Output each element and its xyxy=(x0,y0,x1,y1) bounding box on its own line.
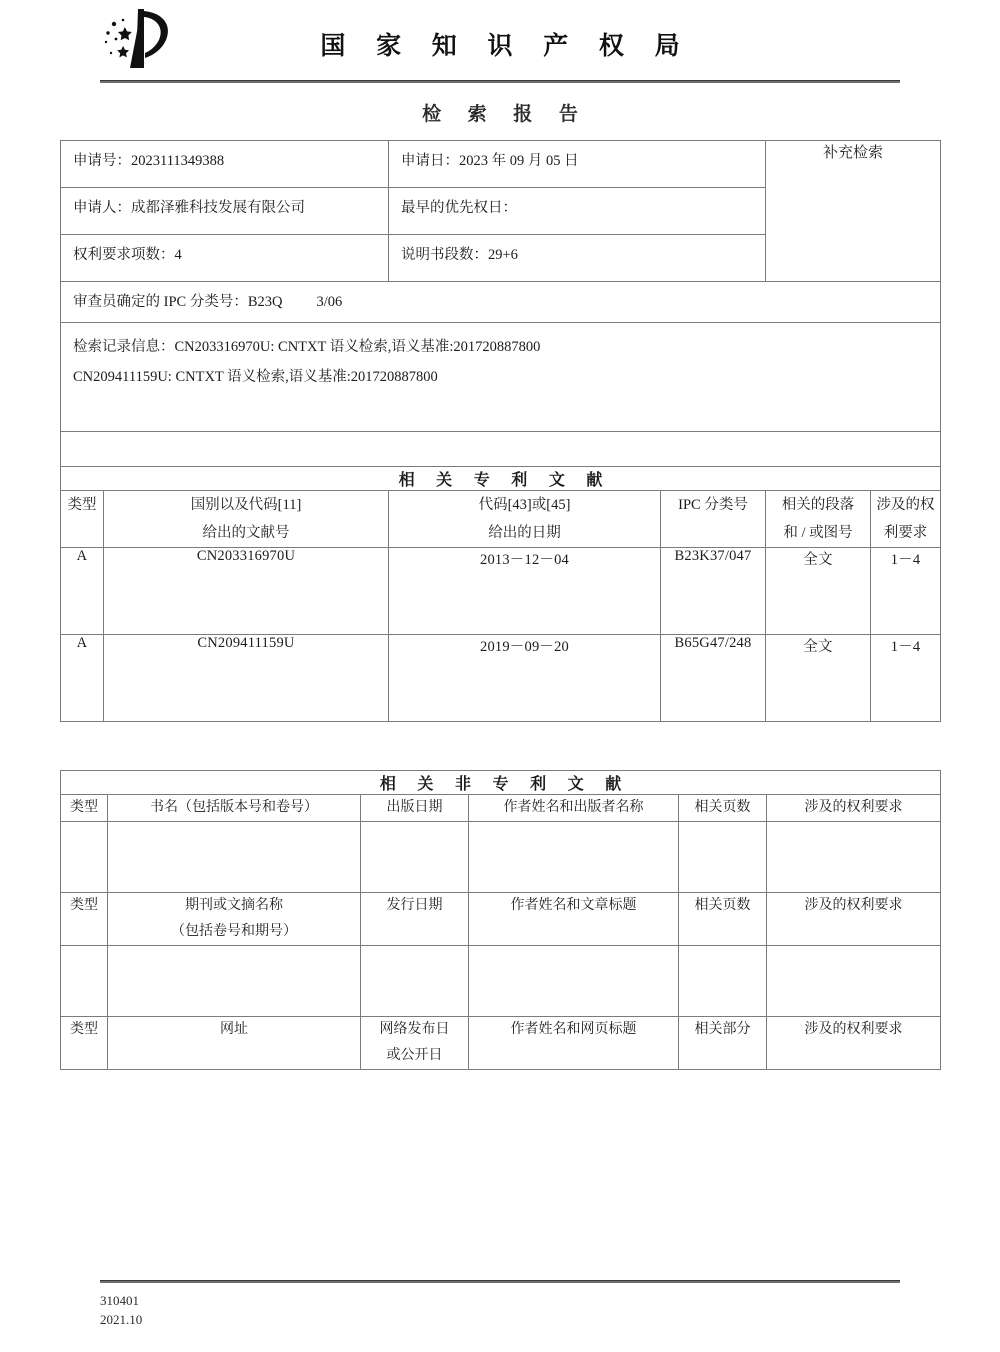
application-number-cell xyxy=(61,141,389,188)
patent-row-1-paragraph: 全文 xyxy=(766,635,871,722)
npl-web-header-author: 作者姓名和网页标题 xyxy=(469,1017,679,1070)
patent-row-0-ipc: B23K37/047 xyxy=(661,548,766,635)
patent-row-1-ipc: B65G47/248 xyxy=(661,635,766,722)
npl-journal-cell-pages xyxy=(679,946,767,1017)
patent-header-document-number-line2: 给出的文献号 xyxy=(202,525,290,542)
search-record-text-1: CN203316970U: CNTXT 语义检索,语义基准:201720887800 xyxy=(174,339,541,356)
table-row xyxy=(61,548,941,635)
npl-journal-header-title xyxy=(108,893,361,946)
npl-journal-cell-claims xyxy=(767,946,941,1017)
applicant-value: 成都泽雅科技发展有限公司 xyxy=(131,200,305,216)
npl-journal-cell-date xyxy=(361,946,469,1017)
npl-web-header-row xyxy=(61,1017,941,1070)
npl-section-title-row xyxy=(61,771,941,795)
search-record-label: 检索记录信息： xyxy=(73,339,175,356)
npl-journal-header-claims: 涉及的权利要求 xyxy=(767,893,941,946)
patent-header-paragraph-line1: 相关的段落 xyxy=(781,496,855,513)
description-paragraphs-value: 29+6 xyxy=(488,247,518,263)
patent-row-0-paragraph: 全文 xyxy=(766,548,871,635)
npl-journal-header-title-line2: （包括卷号和期号） xyxy=(171,924,297,940)
application-number-value: 2023111349388 xyxy=(131,153,225,169)
applicant-cell xyxy=(61,188,389,235)
npl-book-header-row xyxy=(61,795,941,822)
description-paragraphs-cell xyxy=(389,235,766,282)
npl-web-header-title: 网址 xyxy=(108,1017,361,1070)
claims-count-cell xyxy=(61,235,389,282)
npl-book-header-claims: 涉及的权利要求 xyxy=(767,795,941,822)
npl-web-header-pages: 相关部分 xyxy=(679,1017,767,1070)
patent-header-claims xyxy=(871,490,941,548)
masthead xyxy=(60,0,940,80)
earliest-priority-cell xyxy=(389,188,766,235)
npl-web-header-date-line2: 或公开日 xyxy=(386,1048,443,1063)
ipc-value: B23Q xyxy=(247,294,283,310)
ipc-classification-row xyxy=(61,282,941,323)
npl-journal-cell-author xyxy=(469,946,679,1017)
patent-header-date xyxy=(389,490,661,548)
npl-book-cell-claims xyxy=(767,822,941,893)
npl-book-cell-type xyxy=(61,822,108,893)
npl-journal-cell-title xyxy=(108,946,361,1017)
patent-row-0-document-number: CN203316970U xyxy=(104,548,389,635)
patent-section-title: 相 关 专 利 文 献 xyxy=(61,466,941,490)
page-footer xyxy=(100,1280,900,1330)
npl-journal-header-author: 作者姓名和文章标题 xyxy=(469,893,679,946)
patent-header-ipc: IPC 分类号 xyxy=(661,490,766,548)
npl-journal-header-date: 发行日期 xyxy=(361,893,469,946)
supplementary-search-label: 补充检索 xyxy=(823,145,884,161)
search-record-line-1 xyxy=(73,333,930,363)
applicant-label: 申请人： xyxy=(73,200,131,216)
patent-section-title-row xyxy=(61,466,941,490)
non-patent-literature-table xyxy=(60,770,941,1069)
npl-journal-header-title-line1: 期刊或文摘名称 xyxy=(185,898,283,914)
form-number: 310401 xyxy=(100,1293,139,1309)
npl-journal-header-pages: 相关页数 xyxy=(679,893,767,946)
application-date-label: 申请日： xyxy=(401,153,459,169)
npl-journal-cell-type xyxy=(61,946,108,1017)
form-version-date: 2021.10 xyxy=(100,1312,143,1328)
search-record-row xyxy=(61,323,941,431)
npl-book-cell-author xyxy=(469,822,679,893)
footer-divider xyxy=(100,1280,900,1283)
application-date-cell xyxy=(389,141,766,188)
patent-row-0-type: A xyxy=(61,548,104,635)
patent-header-paragraph xyxy=(766,490,871,548)
search-record-cell xyxy=(61,323,941,431)
npl-journal-header-type: 类型 xyxy=(61,893,108,946)
npl-book-cell-pages xyxy=(679,822,767,893)
supplementary-search-cell xyxy=(766,141,941,282)
npl-web-header-date-line1: 网络发布日 xyxy=(379,1022,450,1038)
organization-title: 国 家 知 识 产 权 局 xyxy=(320,31,691,60)
application-number-label: 申请号： xyxy=(73,153,131,169)
npl-section-title: 相 关 非 专 利 文 献 xyxy=(61,771,941,795)
npl-book-cell-date xyxy=(361,822,469,893)
document-title: 检 索 报 告 xyxy=(422,103,588,125)
ipc-value-secondary: 3/06 xyxy=(316,294,343,310)
claims-count-value: 4 xyxy=(174,247,182,263)
table-row xyxy=(61,822,941,893)
patent-header-date-line2: 给出的日期 xyxy=(488,525,561,542)
npl-book-header-author: 作者姓名和出版者名称 xyxy=(469,795,679,822)
search-record-line-2: CN209411159U: CNTXT 语义检索,语义基准:201720887800 xyxy=(73,369,438,386)
table-row xyxy=(61,946,941,1017)
npl-web-header-type: 类型 xyxy=(61,1017,108,1070)
spacer-cell xyxy=(61,431,941,466)
patent-row-1-claims: 1－4 xyxy=(871,635,941,722)
npl-book-header-pages: 相关页数 xyxy=(679,795,767,822)
patent-row-0-claims: 1－4 xyxy=(871,548,941,635)
spacer-row xyxy=(61,431,941,466)
npl-journal-header-row xyxy=(61,893,941,946)
bibliographic-and-patent-table xyxy=(60,140,941,722)
patent-row-1-date: 2019－09－20 xyxy=(389,635,661,722)
application-date-value: 2023 年 09 月 05 日 xyxy=(459,153,579,169)
patent-header-claims-line2: 利要求 xyxy=(883,525,928,542)
patent-header-claims-line1: 涉及的权 xyxy=(876,496,935,513)
table-row xyxy=(61,635,941,722)
npl-book-cell-title xyxy=(108,822,361,893)
patent-row-0-date: 2013－12－04 xyxy=(389,548,661,635)
patent-header-document-number xyxy=(104,490,389,548)
patent-row-1-document-number: CN209411159U xyxy=(104,635,389,722)
patent-header-type: 类型 xyxy=(61,490,104,548)
earliest-priority-label: 最早的优先权日： xyxy=(401,200,517,216)
npl-book-header-title: 书名（包括版本号和卷号） xyxy=(108,795,361,822)
npl-book-header-type: 类型 xyxy=(61,795,108,822)
ipc-label: 审查员确定的 IPC 分类号： xyxy=(73,294,248,310)
biblio-row-application xyxy=(61,141,941,188)
patent-row-1-type: A xyxy=(61,635,104,722)
description-paragraphs-label: 说明书段数： xyxy=(401,247,488,263)
patent-header-date-line1: 代码[43]或[45] xyxy=(478,496,571,513)
claims-count-label: 权利要求项数： xyxy=(73,247,175,263)
npl-web-header-claims: 涉及的权利要求 xyxy=(767,1017,941,1070)
patent-header-paragraph-line2: 和 / 或图号 xyxy=(783,525,853,542)
patent-header-document-number-line1: 国别以及代码[11] xyxy=(190,496,302,513)
npl-web-header-date xyxy=(361,1017,469,1070)
ipc-cell xyxy=(61,282,941,323)
npl-book-header-date: 出版日期 xyxy=(361,795,469,822)
patent-table-header-row xyxy=(61,490,941,548)
